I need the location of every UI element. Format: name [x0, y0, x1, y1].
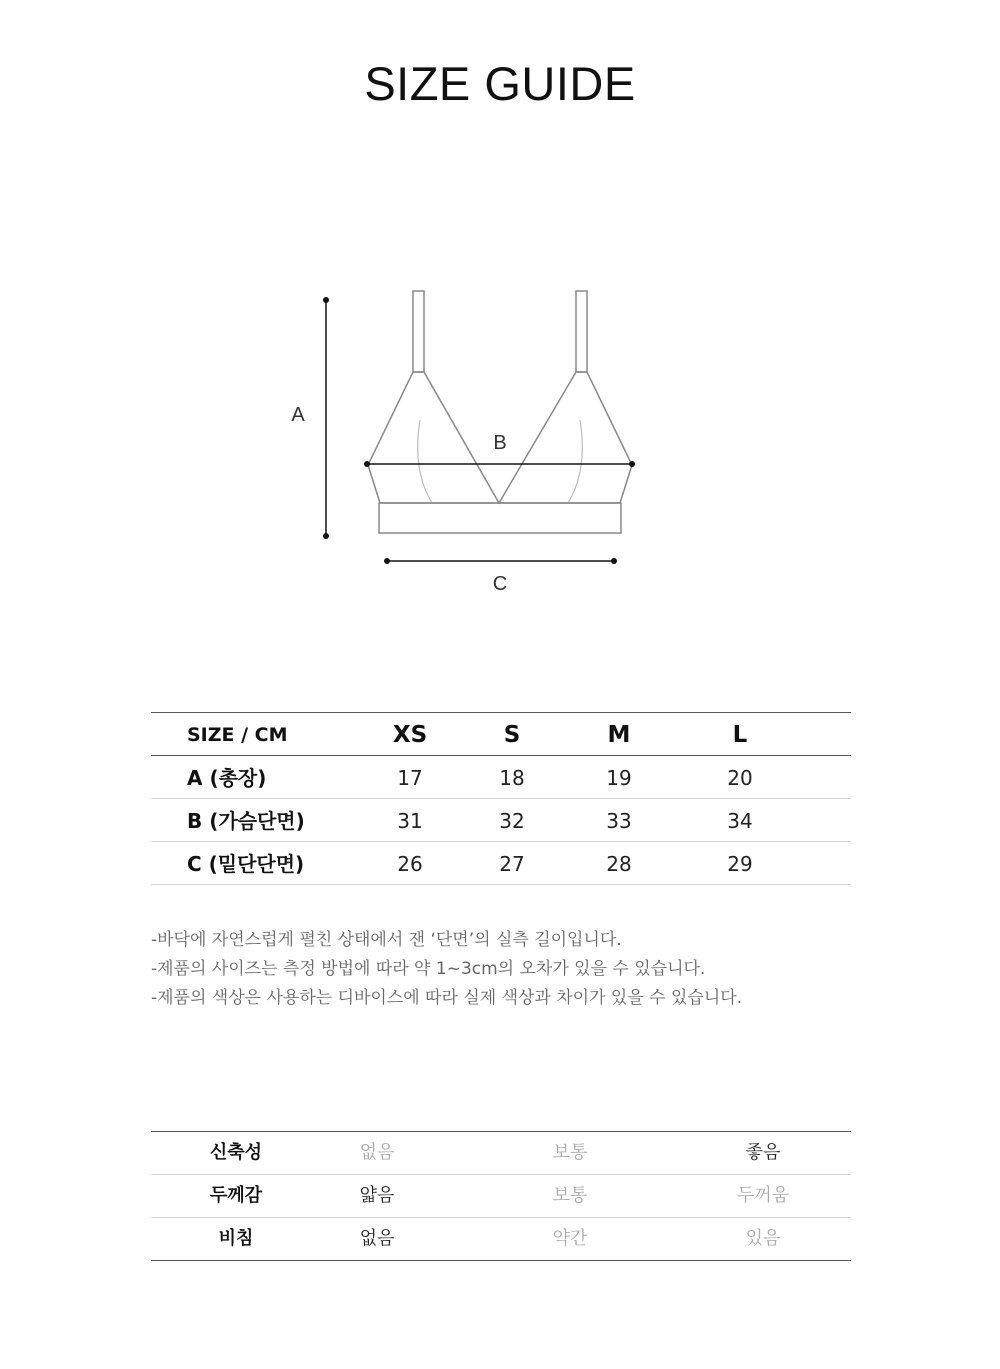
table-row [151, 799, 851, 842]
table-cell: 29 [727, 852, 753, 876]
table-row [151, 842, 851, 885]
measure-dot [364, 461, 370, 467]
attribute-option: 좋음 [745, 1142, 781, 1163]
label-c: C [492, 573, 508, 595]
right-cup-seam [568, 420, 582, 503]
measure-dot [323, 297, 329, 303]
page-title: SIZE GUIDE [364, 57, 636, 110]
attribute-label: 두께감 [209, 1185, 263, 1206]
table-cell: 34 [727, 809, 753, 833]
attribute-option: 있음 [745, 1228, 781, 1249]
attribute-label: 신축성 [209, 1142, 263, 1163]
size-notes [151, 926, 911, 1013]
size-unit-label: SIZE / CM [187, 724, 288, 746]
left-cup-seam [418, 420, 432, 503]
table-cell: 18 [499, 766, 525, 790]
attribute-label: 비침 [218, 1228, 254, 1249]
size-s-header: S [503, 722, 521, 748]
attribute-option: 얇음 [359, 1185, 395, 1206]
table-cell: 20 [727, 766, 753, 790]
size-m-header: M [607, 722, 631, 748]
size-table-header [151, 713, 851, 756]
row-label: C (밑단단면) [187, 852, 305, 876]
right-strap [576, 291, 587, 372]
note-line: -바닥에 자연스럽게 펼친 상태에서 잰 ‘단면’의 실측 길이입니다. [151, 930, 622, 950]
table-cell: 19 [606, 766, 632, 790]
attribute-option: 보통 [552, 1142, 588, 1163]
attribute-row [151, 1175, 851, 1218]
table-cell: 26 [397, 852, 423, 876]
attribute-row [151, 1218, 851, 1260]
table-cell: 27 [499, 852, 525, 876]
fabric-attribute-table [151, 1131, 851, 1261]
underband [379, 503, 621, 533]
size-l-header: L [732, 722, 748, 748]
note-line: -제품의 사이즈는 측정 방법에 따라 약 1~3cm의 오차가 있을 수 있습니다. [151, 959, 706, 979]
table-cell: 17 [397, 766, 423, 790]
table-cell: 31 [397, 809, 423, 833]
measure-dot [384, 558, 390, 564]
measure-dot [611, 558, 617, 564]
size-xs-header: XS [392, 722, 428, 748]
attribute-row [151, 1132, 851, 1175]
bra-measurement-diagram [0, 0, 1000, 640]
label-b: B [493, 432, 507, 454]
left-strap [413, 291, 424, 372]
attribute-option: 보통 [552, 1185, 588, 1206]
table-cell: 33 [606, 809, 632, 833]
size-table [151, 712, 851, 885]
attribute-option: 없음 [359, 1228, 395, 1249]
row-label: B (가슴단면) [187, 809, 305, 833]
table-row [151, 756, 851, 799]
attribute-option: 없음 [359, 1142, 395, 1163]
row-label: A (총장) [187, 766, 267, 790]
note-line: -제품의 색상은 사용하는 디바이스에 따라 실제 색상과 차이가 있을 수 있습니다. [151, 988, 743, 1008]
attribute-option: 약간 [552, 1228, 588, 1249]
table-cell: 28 [606, 852, 632, 876]
measure-dot [323, 533, 329, 539]
measure-dot [629, 461, 635, 467]
attribute-option: 두꺼움 [736, 1185, 790, 1206]
label-a: A [291, 404, 305, 426]
table-cell: 32 [499, 809, 525, 833]
